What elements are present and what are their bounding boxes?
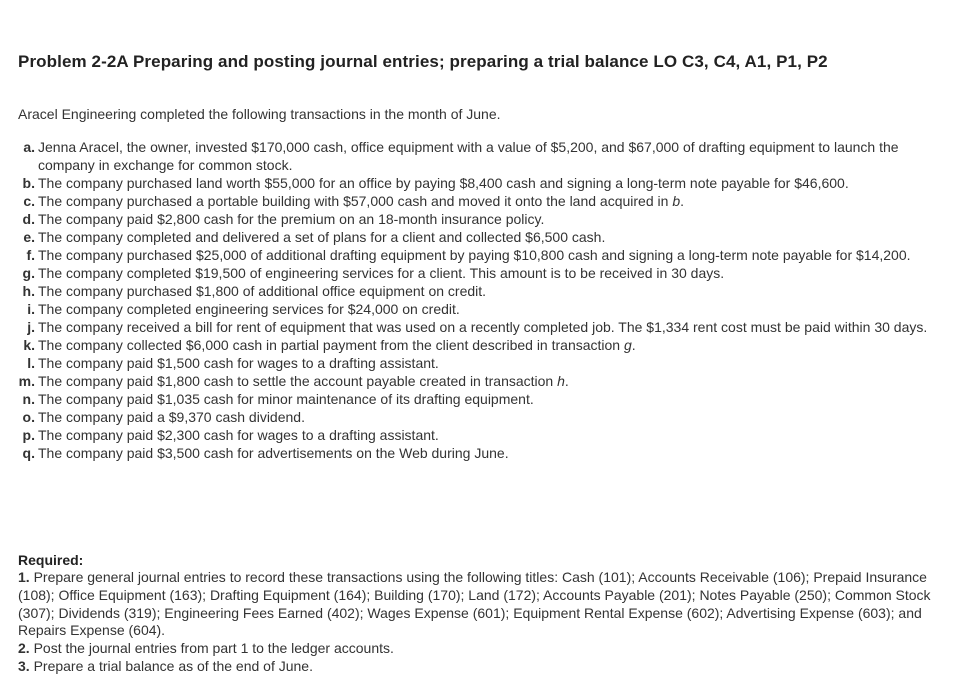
transaction-reference: b [672, 193, 681, 209]
transaction-letter: e. [23, 229, 35, 245]
transaction-letter: p. [22, 427, 35, 443]
transaction-letter: d. [22, 211, 35, 227]
required-list [18, 569, 958, 676]
transaction-item [0, 390, 943, 408]
required-item-number: 2. [18, 640, 30, 657]
transaction-letter: m. [18, 373, 35, 389]
transaction-text [38, 355, 439, 371]
transaction-text [38, 265, 724, 281]
transaction-text-main: The company paid $1,500 cash for wages to a drafting assistant. [38, 355, 439, 371]
transaction-reference: g [623, 337, 632, 353]
transaction-text [38, 319, 927, 335]
required-item-text: Prepare general journal entries to record these transactions using the following titles: Cash (101); Accounts Receivable (106); Prepaid Insurance (108); Office Equipment (163); Drafting Equipment (164); Building (170); Land (172); Accounts Payable (201); Notes Payable (250); Common Stock (307); Dividends (319); Engineering Fees Earned (402); Wages Expense (601); Equipment Rental Expense (602); Advertising Expense (603); and Repairs Expense (604). [18, 569, 931, 639]
transaction-item [0, 408, 943, 426]
transaction-text-main: The company paid $3,500 cash for advertisements on the Web during June. [38, 445, 509, 461]
transaction-item [0, 210, 943, 228]
required-item-text: Post the journal entries from part 1 to the ledger accounts. [33, 640, 394, 657]
transaction-letter: g. [22, 265, 35, 281]
required-item [18, 569, 958, 640]
transaction-letter: q. [22, 445, 35, 461]
transaction-item [0, 444, 943, 462]
transaction-text [38, 211, 544, 227]
required-item [18, 640, 958, 658]
transaction-text-main: The company purchased land worth $55,000 for an office by paying $8,400 cash and signing a long-term note payable for $46,600. [38, 175, 849, 191]
transaction-text-main: The company paid $2,300 cash for wages to a drafting assistant. [38, 427, 439, 443]
transaction-text-main: The company completed $19,500 of engineering services for a client. This amount is to be received in 30 days. [38, 265, 725, 281]
transaction-letter: j. [27, 319, 35, 335]
transaction-text-main: The company completed and delivered a set of plans for a client and collected $6,500 cash. [38, 229, 606, 245]
transaction-text-suffix: . [680, 193, 684, 209]
transaction-text-main: The company purchased $1,800 of additional office equipment on credit. [38, 283, 487, 299]
transaction-text [38, 193, 684, 209]
transaction-letter: l. [27, 355, 35, 371]
transaction-text-main: Jenna Aracel, the owner, invested $170,000 cash, office equipment with a value of $5,200, and $67,000 of drafting equipment to launch the company in exchange for common stock. [38, 139, 899, 173]
transaction-text [38, 247, 911, 263]
transaction-text-main: The company paid $1,035 cash for minor maintenance of its drafting equipment. [38, 391, 534, 407]
transaction-item [0, 138, 943, 174]
transaction-text [38, 427, 439, 443]
problem-intro: Aracel Engineering completed the following transactions in the month of June. [18, 106, 501, 122]
transaction-letter: h. [22, 283, 35, 299]
required-item-number: 3. [18, 657, 30, 674]
transaction-text [38, 337, 636, 353]
transaction-text-suffix: . [631, 337, 636, 353]
transaction-letter: f. [26, 247, 35, 263]
transaction-text [38, 139, 899, 173]
transaction-text [38, 409, 305, 425]
transaction-text-main: The company paid a $9,370 cash dividend. [38, 409, 305, 425]
transaction-item [0, 300, 943, 318]
transaction-text-main: The company received a bill for rent of equipment that was used on a recently completed job. The $1,334 rent cost must be paid within 30 days. [38, 319, 928, 335]
transaction-item [0, 228, 943, 246]
transaction-item [0, 192, 943, 210]
required-item [18, 658, 958, 676]
transaction-text [38, 229, 605, 245]
transaction-item [0, 246, 943, 264]
transaction-letter: i. [27, 301, 35, 317]
transaction-text-main: The company purchased $25,000 of additional drafting equipment by paying $10,800 cash and signing a long-term note payable for $14,200. [38, 247, 911, 263]
transaction-item [0, 264, 943, 282]
transaction-letter: k. [23, 337, 35, 353]
transaction-item [0, 282, 943, 300]
transaction-text [38, 301, 460, 317]
transaction-text-main: The company collected $6,000 cash in partial payment from the client described in transaction [38, 337, 624, 353]
transaction-text [38, 283, 486, 299]
transaction-item [0, 372, 943, 390]
required-section [18, 551, 958, 676]
transaction-text [38, 391, 534, 407]
transaction-letter: c. [23, 193, 35, 209]
transaction-item [0, 336, 943, 354]
transaction-text-main: The company purchased a portable building with $57,000 cash and moved it onto the land acquired in [38, 193, 673, 209]
transaction-item [0, 318, 943, 336]
transaction-letter: b. [22, 175, 35, 191]
transaction-text [38, 373, 569, 389]
required-item-text: Prepare a trial balance as of the end of June. [33, 657, 313, 674]
transaction-item [0, 354, 943, 372]
required-item-number: 1. [18, 569, 30, 585]
transaction-letter: n. [22, 391, 35, 407]
transaction-list [0, 138, 960, 462]
transaction-text-main: The company completed engineering services for $24,000 on credit. [38, 301, 460, 317]
transaction-text [38, 445, 509, 461]
transaction-item [0, 174, 943, 192]
transaction-item [0, 426, 943, 444]
required-heading: Required: [18, 552, 84, 568]
problem-title: Problem 2-2A Preparing and posting journal entries; preparing a trial balance LO C3, C4, A1, P1, P2 [18, 52, 828, 71]
transaction-text-main: The company paid $1,800 cash to settle the account payable created in transaction [38, 373, 558, 389]
transaction-text [38, 175, 849, 191]
transaction-letter: o. [22, 409, 35, 425]
transaction-letter: a. [23, 139, 35, 155]
transaction-reference: h [557, 373, 565, 389]
transaction-text-suffix: . [564, 373, 569, 389]
transaction-text-main: The company paid $2,800 cash for the premium on an 18-month insurance policy. [38, 211, 545, 227]
